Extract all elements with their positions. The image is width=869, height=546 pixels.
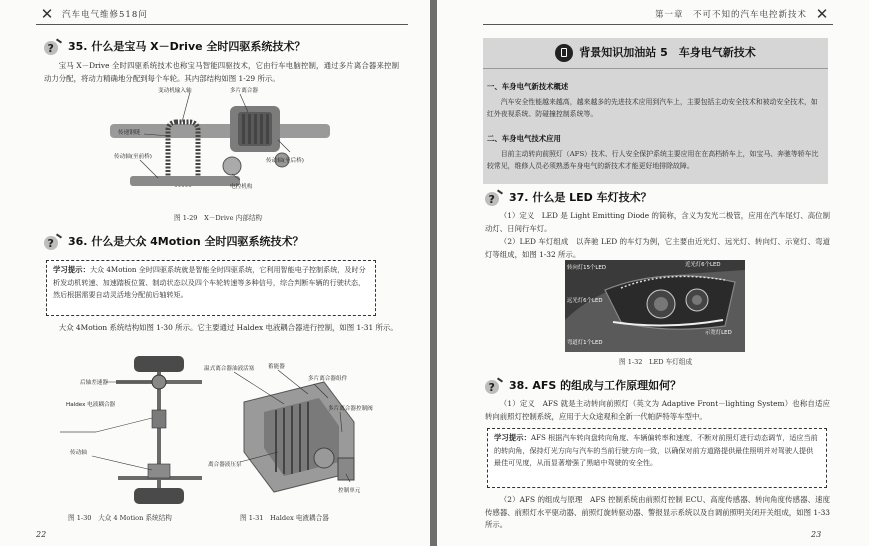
q36-tip-label: 学习提示： <box>53 265 90 274</box>
right-page-number: 23 <box>811 530 822 539</box>
background-knowledge-box <box>483 38 828 184</box>
background-sec2-body: 目前主动转向前照灯（AFS）技术、行人安全保护系统主要应用在在高档轿车上，如宝马、奔驰等轿车比较常见，维修人员必须熟悉车身电气的新技术才能更好地排除故障。 <box>487 150 819 171</box>
xdrive-label-input: 变动机输入轴 <box>158 88 192 94</box>
led-label-position: 示宽灯LED <box>705 330 732 336</box>
q38-tip-box <box>487 428 827 488</box>
svg-text:?: ? <box>47 42 54 55</box>
fuel-pump-icon <box>555 44 573 62</box>
xdrive-label-clutch: 多片离合器 <box>230 88 258 94</box>
right-header-title: 第一章 不可不知的汽车电控新技术 <box>655 10 808 20</box>
svg-text:?: ? <box>488 193 495 206</box>
q38-body-1: （1）定义 AFS 就是主动转向前照灯（英文为 Adaptive Front－lighting System）也称自适应转向前照灯控制系统，应用于大众途观和全新一代帕萨特等车型中。 <box>485 399 830 421</box>
crossed-tools-icon: ✕ <box>40 5 54 23</box>
led-label-high-beam: 远光灯6个LED <box>567 298 603 304</box>
haldex-label-control-unit: 控制单元 <box>338 488 361 494</box>
4motion-figure <box>56 352 206 508</box>
fig-1-29-caption: 图 1-29 X－Drive 内部结构 <box>174 214 263 222</box>
xdrive-label-rear-shaft: 传动轴(至后桥) <box>266 158 304 164</box>
question-mechanic-icon <box>483 376 505 396</box>
4motion-label-haldex: Haldex 电液耦合器 <box>66 402 116 408</box>
right-page <box>437 0 869 546</box>
question-mechanic-icon <box>42 232 64 252</box>
4motion-label-rear-diff: 后轴差速器 <box>80 380 108 386</box>
haldex-label-control-valve: 多片离合器控制阀 <box>328 406 373 412</box>
q36-heading <box>42 232 304 252</box>
left-header-rule <box>36 24 408 25</box>
xdrive-label-front-shaft: 传动轴(至前桥) <box>114 154 152 160</box>
q38-body-2: （2）AFS 的组成与原理 AFS 控制系统由前照灯控制 ECU、高度传感器、转向角度传感器、速度传感器、前照灯水平驱动器、前照灯旋转驱动器、警报显示系统以及自调前照明关闭开关组成，如图 1-33 所示。 <box>485 495 830 530</box>
background-rule <box>483 68 828 69</box>
background-sec1-body: 汽车安全性能越来越高，越来越多的先进技术应用到汽车上，主要包括主动安全技术和被动安全技术，如红外夜视系统、防碰撞控制系统等。 <box>487 98 818 119</box>
background-title: 背景知识加油站 5 车身电气新技术 <box>579 46 756 59</box>
background-title-row <box>483 44 828 62</box>
fig-1-30-caption: 图 1-30 大众 4 Motion 系统结构 <box>68 514 172 522</box>
svg-text:?: ? <box>47 237 54 250</box>
led-headlight-figure <box>565 260 745 352</box>
svg-text:?: ? <box>488 381 495 394</box>
q37-heading <box>483 188 652 208</box>
left-page-number: 22 <box>36 530 47 539</box>
q38-heading <box>483 376 681 396</box>
q37-body-2: （2）LED 车灯组成 以奔驰 LED 的车灯为例，它主要由近光灯、远光灯、转向灯、示宽灯、弯道灯等组成，如图 1-32 所示。 <box>485 237 830 259</box>
fig-1-32-caption: 图 1-32 LED 车灯组成 <box>619 358 693 366</box>
led-label-low-beam: 近光灯6个LED <box>685 262 721 268</box>
xdrive-label-actuator: 电控机构 <box>230 184 253 190</box>
haldex-figure <box>204 362 384 508</box>
q37-body-1: （1）定义 LED 是 Light Emitting Diode 的简称，含义为发光二极管，应用在汽车尾灯、高位制动灯、日间行车灯。 <box>485 211 830 233</box>
background-sec2-title: 二、车身电气技术应用 <box>487 134 561 143</box>
question-mechanic-icon <box>42 37 64 57</box>
crossed-tools-icon: ✕ <box>815 5 829 23</box>
haldex-label-accumulator: 蓄能器 <box>268 364 285 370</box>
led-label-cornering: 弯道灯1个LED <box>567 340 603 346</box>
xdrive-label-chain: 传递钢链 <box>118 130 141 136</box>
left-page <box>0 0 430 546</box>
question-mechanic-icon <box>483 188 505 208</box>
left-header-title: 汽车电气维修518问 <box>62 10 148 20</box>
right-header-rule <box>483 24 833 25</box>
q35-body: 宝马 X－Drive 全时四驱系统技术也称宝马智能四驱技术，它由行车电脑控制，通过多片离合器来控制动力分配，将动力精确地分配到每个车轮。其内部结构如图 1-29 所示。 <box>44 61 399 83</box>
haldex-label-pump: 离合器液压泵 <box>208 462 242 468</box>
q38-title: 38. AFS 的组成与工作原理如何？ <box>509 379 682 392</box>
q36-tip-box <box>46 260 376 316</box>
4motion-label-driveshaft: 传动轴 <box>70 450 87 456</box>
q36-body: 大众 4Motion 系统结构如图 1-30 所示。它主要通过 Haldex 电液耦合器进行控制，如图 1-31 所示。 <box>58 323 398 332</box>
q37-title: 37. 什么是 LED 车灯技术？ <box>509 191 652 204</box>
q35-title: 35. 什么是宝马 X－Drive 全时四驱系统技术？ <box>68 40 306 53</box>
q36-tip-body: 大众 4Motion 全时四驱系统就是智能全时四驱系统，它利用智能电子控制系统，及时分析发动机转速、加速踏板位置、制动状态以及四个车轮转速等多种信号，综合判断车辆的行驶状态，然后根据需要自动灵活地分配前后轴转矩。 <box>53 265 366 299</box>
xdrive-figure <box>110 84 330 210</box>
q35-heading <box>42 37 305 57</box>
led-label-turn: 转向灯15个LED <box>567 265 606 271</box>
haldex-label-piston: 温式离合器油液活塞 <box>204 366 255 372</box>
fig-1-31-caption: 图 1-31 Haldex 电液耦合器 <box>240 514 329 522</box>
haldex-label-clutch-pack: 多片离合器组件 <box>308 376 348 382</box>
background-sec1-title: 一、车身电气新技术概述 <box>487 82 569 91</box>
q36-title: 36. 什么是大众 4Motion 全时四驱系统技术？ <box>68 235 304 248</box>
q38-tip-label: 学习提示： <box>494 433 531 442</box>
q38-tip-body: AFS 根据汽车转向盘转向角度、车辆偏转率和速度，不断对前照灯进行动态调节，适应当前的转向角，保持灯光方向与汽车的当前行驶方向一致，以确保对前方道路提供最佳照明并对驾驶人提供最佳可见度，从而显著增强了黑暗中驾驶的安全性。 <box>494 433 818 467</box>
